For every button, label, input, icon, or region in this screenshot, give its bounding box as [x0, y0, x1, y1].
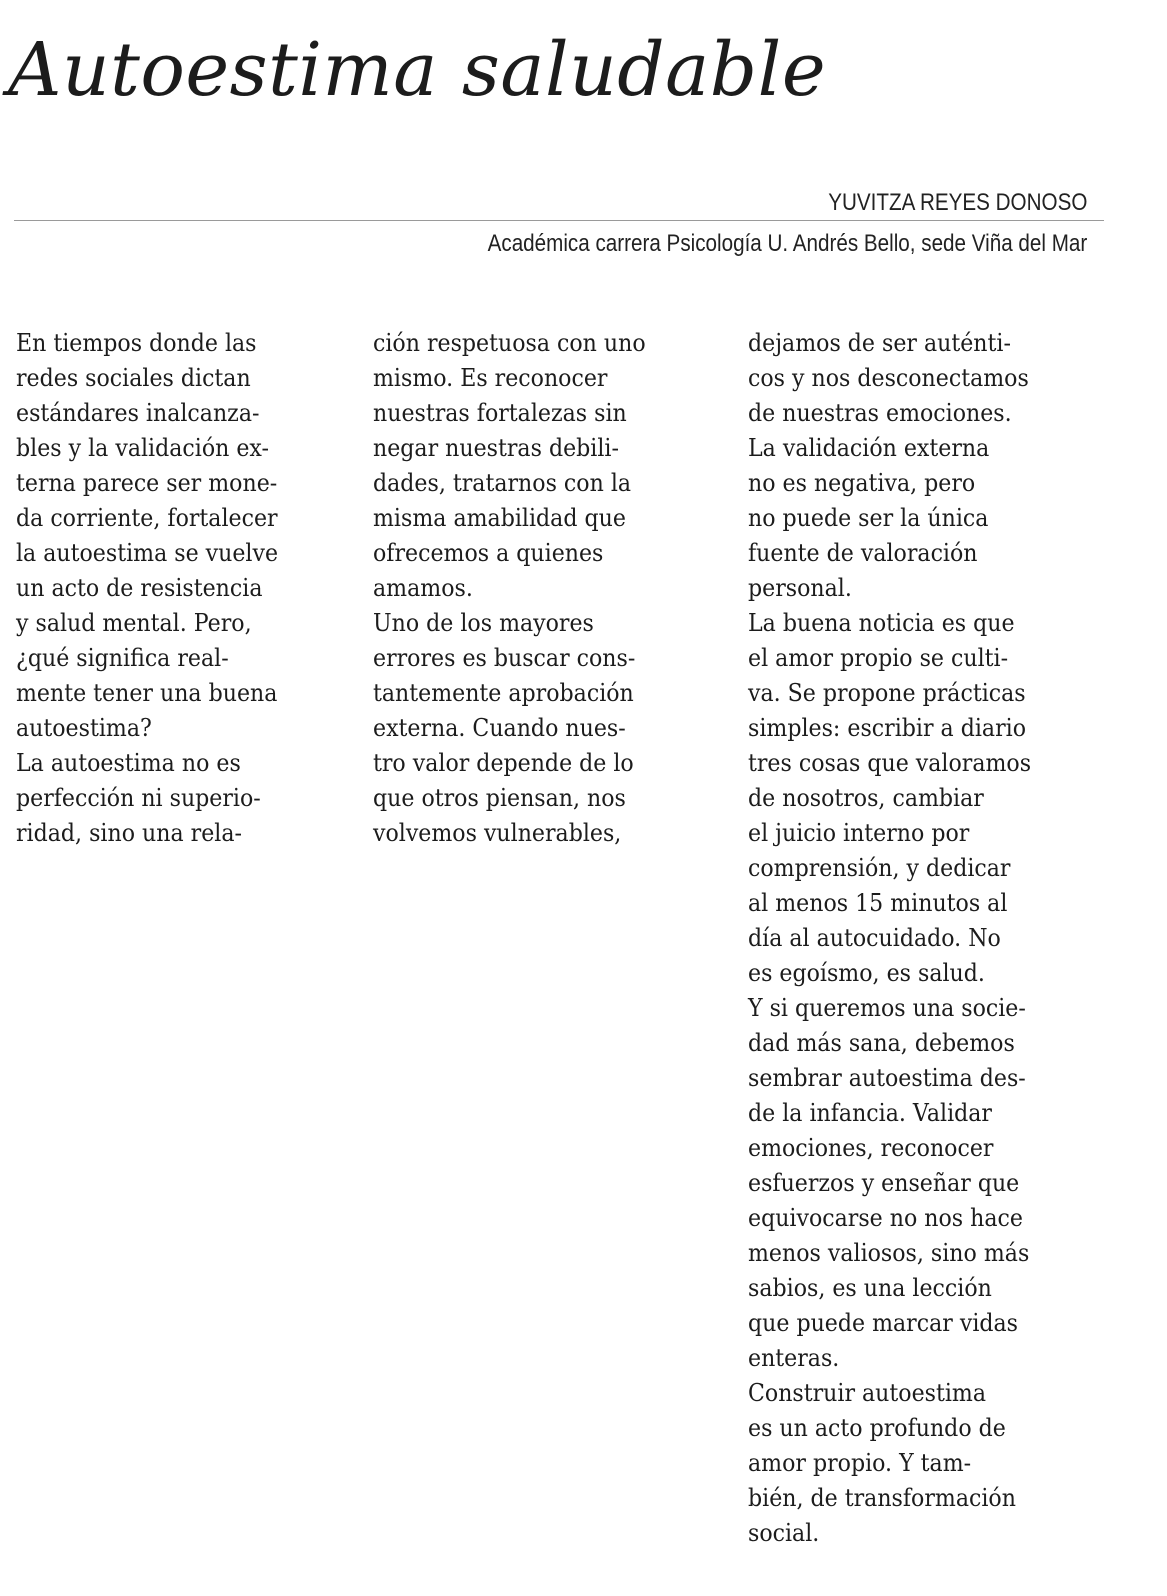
byline-divider: [14, 220, 1104, 221]
body-text-line: de nosotros, cambiar: [748, 784, 984, 812]
body-text-line: ridad, sino una rela-: [16, 819, 242, 847]
body-text-line: emociones, reconocer: [748, 1134, 994, 1162]
body-text-line: errores es buscar cons-: [373, 644, 636, 672]
body-text-line: el amor propio se culti-: [748, 644, 1009, 672]
body-text-line: externa. Cuando nues-: [373, 714, 626, 742]
body-text-line: volvemos vulnerables,: [373, 819, 622, 847]
body-text-line: equivocarse no nos hace: [748, 1204, 1023, 1232]
body-text-line: no puede ser la única: [748, 504, 989, 532]
body-text-line: un acto de resistencia: [16, 574, 263, 602]
body-text-line: redes sociales dictan: [16, 364, 251, 392]
body-text-line: de nuestras emociones.: [748, 399, 1012, 427]
body-text-line: sembrar autoestima des-: [748, 1064, 1026, 1092]
body-text-line: ¿qué significa real-: [16, 644, 229, 672]
body-text-line: de la infancia. Validar: [748, 1099, 993, 1127]
body-text-line: va. Se propone prácticas: [748, 679, 1026, 707]
body-text-line: negar nuestras debili-: [373, 434, 619, 462]
body-text-line: amor propio. Y tam-: [748, 1449, 972, 1477]
body-text-line: personal.: [748, 574, 852, 602]
author-name: YUVITZA REYES DONOSO: [827, 189, 1087, 216]
body-text-line: ción respetuosa con uno: [373, 329, 646, 357]
body-text-line: bles y la validación ex-: [16, 434, 269, 462]
body-text-line: Y si queremos una socie-: [748, 994, 1026, 1022]
article-title: Autoestima saludable: [8, 27, 827, 113]
body-text-line: que otros piensan, nos: [373, 784, 626, 812]
body-text-line: tro valor depende de lo: [373, 749, 634, 777]
body-text-line: sabios, es una lección: [748, 1274, 992, 1302]
article-column-1: [16, 326, 356, 851]
body-text-line: estándares inalcanza-: [16, 399, 260, 427]
body-text-line: ofrecemos a quienes: [373, 539, 604, 567]
author-affiliation: Académica carrera Psicología U. Andrés Bello, sede Viña del Mar: [487, 230, 1087, 257]
body-text-line: terna parece ser mone-: [16, 469, 278, 497]
body-text-line: Uno de los mayores: [373, 609, 594, 637]
body-text-line: bién, de transformación: [748, 1484, 1016, 1512]
body-text-line: es un acto profundo de: [748, 1414, 1006, 1442]
body-text-line: autoestima?: [16, 714, 152, 742]
body-text-line: al menos 15 minutos al: [748, 889, 1008, 917]
body-text-line: perfección ni superio-: [16, 784, 261, 812]
body-text-line: tres cosas que valoramos: [748, 749, 1032, 777]
body-text-line: misma amabilidad que: [373, 504, 626, 532]
article-column-3: [748, 326, 1128, 1551]
body-text-line: dad más sana, debemos: [748, 1029, 1015, 1057]
body-text-line: amamos.: [373, 574, 473, 602]
body-text-line: esfuerzos y enseñar que: [748, 1169, 1020, 1197]
body-text-line: cos y nos desconectamos: [748, 364, 1029, 392]
body-text-line: mente tener una buena: [16, 679, 278, 707]
body-text-line: el juicio interno por: [748, 819, 970, 847]
article-column-2: [373, 326, 728, 851]
body-text-line: día al autocuidado. No: [748, 924, 1001, 952]
body-text-line: que puede marcar vidas: [748, 1309, 1019, 1337]
body-text-line: menos valiosos, sino más: [748, 1239, 1030, 1267]
body-text-line: dejamos de ser auténti-: [748, 329, 1011, 357]
body-text-line: La buena noticia es que: [748, 609, 1015, 637]
body-text-line: la autoestima se vuelve: [16, 539, 279, 567]
body-text-line: dades, tratarnos con la: [373, 469, 632, 497]
body-text-line: enteras.: [748, 1344, 840, 1372]
body-text-line: simples: escribir a diario: [748, 714, 1026, 742]
body-text-line: es egoísmo, es salud.: [748, 959, 985, 987]
body-text-line: nuestras fortalezas sin: [373, 399, 627, 427]
body-text-line: Construir autoestima: [748, 1379, 987, 1407]
body-text-line: fuente de valoración: [748, 539, 978, 567]
body-text-line: mismo. Es reconocer: [373, 364, 608, 392]
body-text-line: tantemente aprobación: [373, 679, 634, 707]
body-text-line: social.: [748, 1519, 820, 1547]
body-text-line: La validación externa: [748, 434, 990, 462]
body-text-line: no es negativa, pero: [748, 469, 976, 497]
body-text-line: comprensión, y dedicar: [748, 854, 1011, 882]
body-text-line: da corriente, fortalecer: [16, 504, 278, 532]
body-text-line: y salud mental. Pero,: [16, 609, 252, 637]
body-text-line: En tiempos donde las: [16, 329, 257, 357]
body-text-line: La autoestima no es: [16, 749, 241, 777]
